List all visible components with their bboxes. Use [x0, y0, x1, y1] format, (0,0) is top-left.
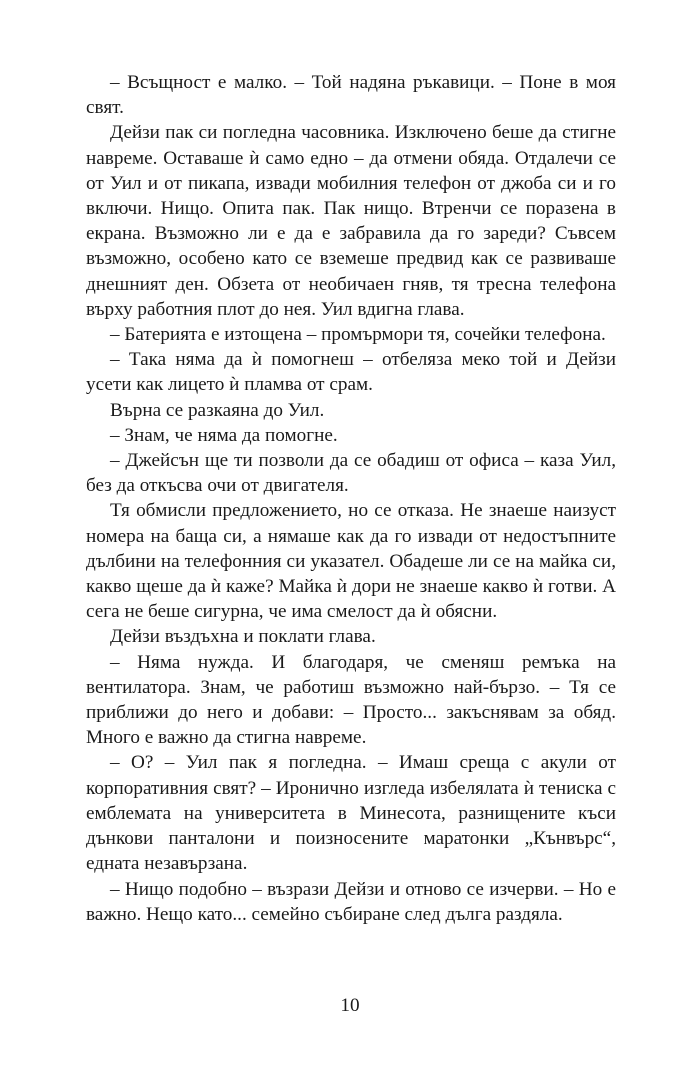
paragraph: – Нищо подобно – възрази Дейзи и отново се изчерви. – Но е важно. Нещо като... семейно събиране след дълга раздяла. [86, 878, 616, 925]
paragraph: – Батерията е изтощена – промърмори тя, сочейки телефона. [110, 324, 606, 346]
page-body [86, 70, 616, 927]
paragraph: Дейзи въздъхна и поклати глава. [110, 626, 376, 648]
paragraph: – Няма нужда. И благодаря, че сменяш ремъка на вентилатора. Знам, че работиш възможно най-бързо. – Тя се приближи до него и добави: – Просто... закъснявам за обяд. Много е важно да стигна навреме. [86, 651, 616, 749]
paragraph: – О? – Уил пак я погледна. – Имаш среща с акули от корпоративния свят? – Иронично изгледа избелялата ѝ тениска с емблемата на университета в Минесота, разнищените къси дънкови панталони и поизносените маратонки „Кънвърс“, едната незавързана. [86, 752, 616, 875]
paragraph: Върна се разкаяна до Уил. [110, 399, 325, 421]
paragraph: – Всъщност е малко. – Той надяна ръкавици. – Поне в моя свят. [86, 72, 616, 119]
paragraph: – Джейсън ще ти позволи да се обадиш от офиса – каза Уил, без да откъсва очи от двигателя. [86, 450, 616, 497]
paragraph: – Така няма да ѝ помогнеш – отбеляза меко той и Дейзи усети как лицето ѝ пламва от срам. [86, 349, 616, 396]
page-number: 10 [340, 995, 360, 1016]
paragraph: Тя обмисли предложението, но се отказа. Не знаеше наизуст номера на баща си, а нямаше как да го извади от недостъпните дълбини на телефонния си указател. Обадеше ли се на майка си, какво щеше да ѝ каже? Майка ѝ дори не знаеше какво ѝ готви. А сега не беше сигурна, че има смелост да ѝ обясни. [86, 500, 616, 623]
paragraph: – Знам, че няма да помогне. [110, 424, 338, 446]
paragraph: Дейзи пак си погледна часовника. Изключено беше да стигне навреме. Оставаше ѝ само едно – да отмени обяда. Отдалечи се от Уил и от пикапа, извади мобилния телефон от джоба си и го включи. Нищо. Опита пак. Пак нищо. Втренчи се поразена в екрана. Възможно ли е да е забравила да го зареди? Съвсем възможно, особено като се вземеше предвид как се развиваше днешният ден. Обзета от необичаен гняв, тя тресна телефона върху работния плот до нея. Уил вдигна глава. [86, 122, 616, 320]
